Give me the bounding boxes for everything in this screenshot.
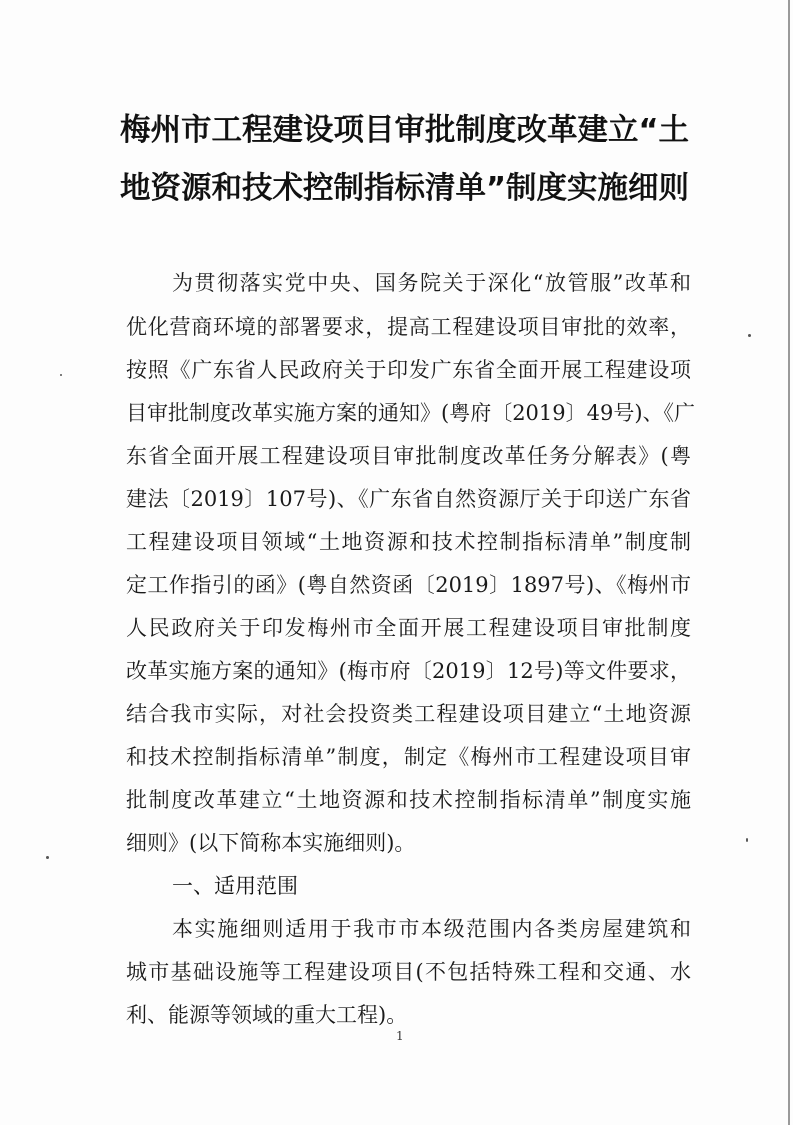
paragraph-1-line: 结合我市实际，对社会投资类工程建设项目建立“土地资源 [126, 702, 691, 726]
paragraph-1-line: 改革实施方案的通知》(梅市府〔2019〕12号)等文件要求， [126, 659, 691, 683]
scan-speck [46, 856, 49, 859]
paragraph-1-line: 细则》(以下简称本实施细则)。 [126, 831, 416, 855]
scan-speck [746, 838, 748, 842]
paragraph-1-line: 为贯彻落实党中央、国务院关于深化“放管服”改革和 [172, 271, 691, 295]
scan-edge [788, 0, 790, 1125]
paragraph-1-line: 和技术控制指标清单”制度，制定《梅州市工程建设项目审 [126, 745, 691, 769]
paragraph-1-line: 人民政府关于印发梅州市全面开展工程建设项目审批制度 [126, 616, 691, 640]
page-number: 1 [396, 1029, 404, 1043]
scan-speck [60, 374, 62, 376]
document-title-line-2: 地资源和技术控制指标清单”制度实施细则 [120, 171, 690, 206]
section-1-heading: 一、适用范围 [172, 874, 298, 898]
paragraph-1-line: 工程建设项目领域“土地资源和技术控制指标清单”制度制 [126, 530, 691, 554]
paragraph-2-line: 城市基础设施等工程建设项目(不包括特殊工程和交通、水 [126, 960, 691, 984]
paragraph-1-line: 优化营商环境的部署要求，提高工程建设项目审批的效率， [126, 315, 691, 339]
paragraph-1-line: 东省全面开展工程建设项目审批制度改革任务分解表》(粤 [126, 444, 691, 468]
paragraph-1-line: 定工作指引的函》(粤自然资函〔2019〕1897号)、《梅州市 [126, 573, 691, 597]
paragraph-1-line: 批制度改革建立“土地资源和技术控制指标清单”制度实施 [126, 788, 691, 812]
paragraph-2-line: 利、能源等领域的重大工程)。 [126, 1003, 408, 1027]
paragraph-1-line: 目审批制度改革实施方案的通知》(粤府〔2019〕49号)、《广 [126, 401, 696, 425]
document-title-line-1: 梅州市工程建设项目审批制度改革建立“土 [120, 113, 690, 148]
paragraph-1-line: 按照《广东省人民政府关于印发广东省全面开展工程建设项 [126, 358, 691, 382]
paragraph-1-line: 建法〔2019〕107号)、《广东省自然资源厅关于印送广东省 [126, 487, 691, 511]
scan-speck [748, 334, 751, 337]
paragraph-2-line: 本实施细则适用于我市市本级范围内各类房屋建筑和 [172, 917, 691, 941]
